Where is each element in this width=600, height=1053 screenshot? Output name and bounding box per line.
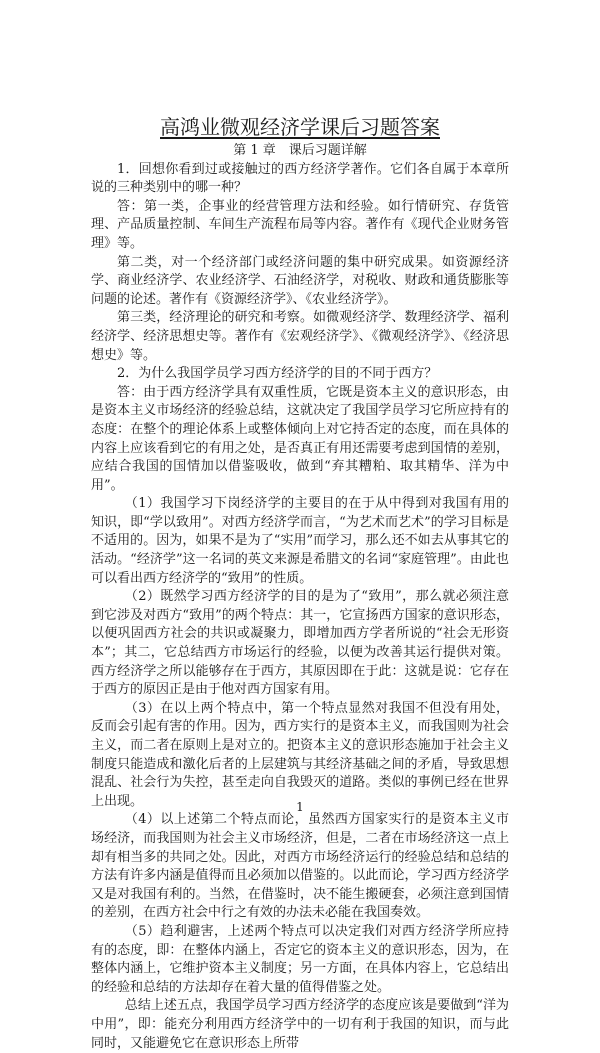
document-page	[91, 114, 509, 1053]
answer-2-point-2: （2）既然学习西方经济学的目的是为了“致用”，那么就必须注意到它涉及对西方“致用”的两个特点：其一，它宣扬西方国家的意识形态，以便巩固西方社会的共识或凝聚力，即增加西方学者所说的“社会无形资本”；其二，它总结西方市场运行的经验，以便为改善其运行提供对策。西方经济学之所以能够存在于西方，其原因即在于此：这就是说：它存在于西方的原因正是由于他对西方国家有用。	[91, 589, 509, 698]
answer-2-point-1: （1）我国学习下岗经济学的主要目的在于从中得到对我国有用的知识，即“学以致用”。对西方经济学而言，“为艺术而艺术”的学习目标是不适用的。因为，如果不是为了“实用”而学习，那么还不如去从事其它的活动。“经济学”这一名词的英文来源是希腊文的名词“家庭管理”。由此也可以看出西方经济学的“致用”的性质。	[91, 496, 509, 586]
document-title: 高鸿业微观经济学课后习题答案	[160, 115, 440, 139]
question-2: 2．为什么我国学员学习西方经济学的目的不同于西方？	[117, 366, 438, 382]
answer-1-category-2: 第二类，对一个经济部门或经济问题的集中研究成果。如资源经济学、商业经济学、农业经济学、石油经济学，对税收、财政和通货膨胀等问题的论述。著作有《资源经济学》、《农业经济学》。	[91, 254, 509, 307]
answer-1-category-3: 第三类，经济理论的研究和考察。如微观经济学、数理经济学、福利经济学、经济思想史等。著作有《宏观经济学》、《微观经济学》、《经济思想史》等。	[91, 310, 509, 363]
question-1: 1．回想你看到过或接触过的西方经济学著作。它们各自属于本章所说的三种类别中的哪一种？	[91, 161, 509, 196]
answer-2-point-4: （4）以上述第二个特点而论，虽然西方国家实行的是资本主义市场经济，而我国则为社会主义市场经济，但是，二者在市场经济这一点上却有相当多的共同之处。因此，对西方市场经济运行的经验总结和总结的方法有许多内涵是值得而且必须加以借鉴的。以此而论，学习西方经济学又是对我国有利的。当然，在借鉴时，决不能生搬硬套，必须注意到国情的差别，在西方社会中行之有效的办法未必能在我国奏效。	[91, 812, 509, 921]
answer-2-summary: 总结上述五点，我国学员学习西方经济学的态度应该是要做到“洋为中用”，即：能充分利用西方经济学中的一切有利于我国的知识，而与此同时，又能避免它在意识形态上所带	[91, 998, 509, 1051]
answer-2-intro: 答：由于西方经济学具有双重性质，它既是资本主义的意识形态，由是资本主义市场经济的经验总结，这就决定了我国学员学习它所应持有的态度：在整个的理论体系上或整体倾向上对它持否定的态度，而在具体的内容上应该看到它的有用之处，是否真正有用还需要考虑到国情的差别，应结合我国的国情加以借鉴吸收，做到“弃其糟粕、取其精华、洋为中用”。	[91, 384, 509, 493]
page-number: 1	[296, 800, 304, 814]
answer-2-point-5: （5）趋利避害，上述两个特点可以决定我们对西方经济学所应持有的态度，即：在整体内涵上，否定它的资本主义的意识形态，因为，在整体内涵上，它维护资本主义制度；另一方面，在具体内容上，它总结出的经验和总结的方法却存在着大量的值得借鉴之处。	[91, 923, 509, 995]
chapter-heading: 第 1 章 课后习题详解	[233, 143, 367, 158]
answer-2-point-3: （3）在以上两个特点中，第一个特点显然对我国不但没有用处，反而会引起有害的作用。因为，西方实行的是资本主义，而我国则为社会主义，而二者在原则上是对立的。把资本主义的意识形态施加于社会主义制度只能造成和激化后者的上层建筑与其经济基础之间的矛盾，导致思想混乱、社会行为失控，甚至走向自我毁灭的道路。类似的事例已经在世界上出现。	[91, 700, 509, 809]
answer-1-category-1: 答：第一类，企事业的经营管理方法和经验。如行情研究、存货管理、产品质量控制、车间生产流程布局等内容。著作有《现代企业财务管理》等。	[91, 198, 509, 251]
